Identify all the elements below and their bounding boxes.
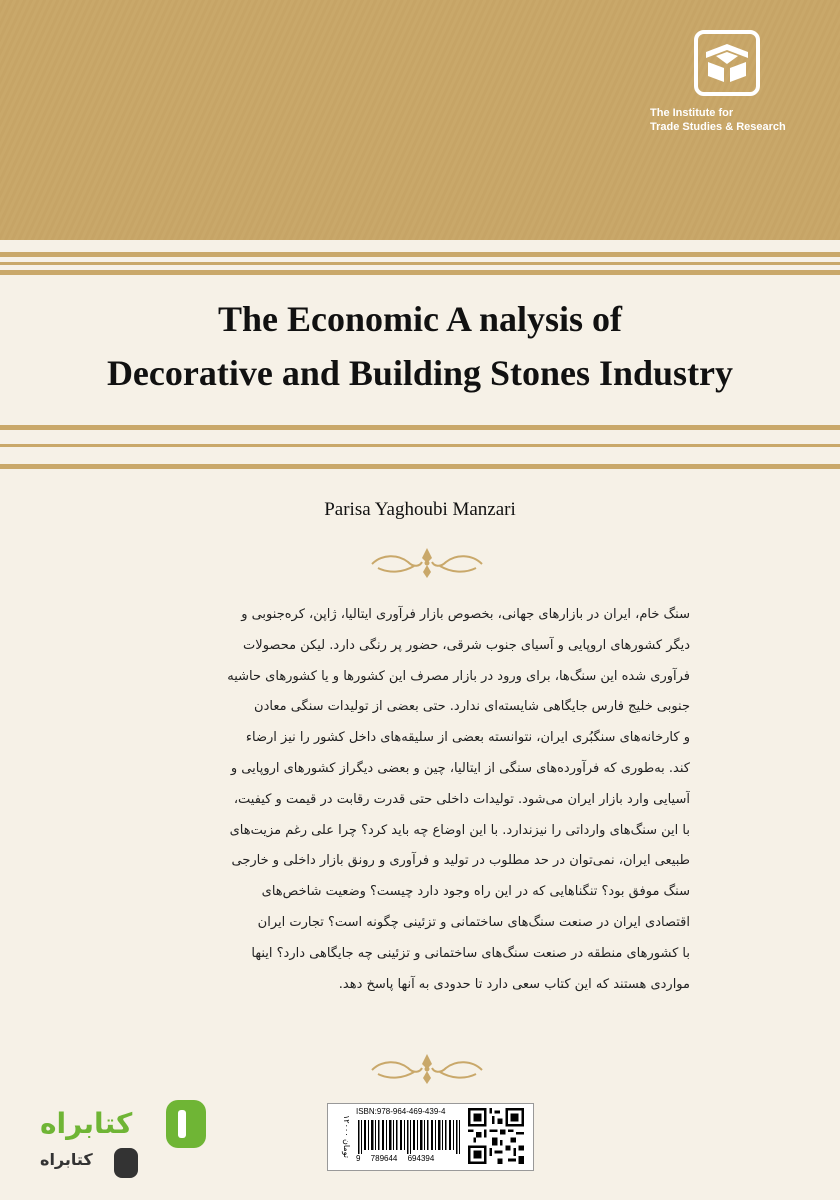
description-line: کند. به‌طوری که فرآورده‌های سنگی از ایتالیا، چین و بعضی دیگراز کشورهای اروپایی و — [230, 760, 690, 776]
book-title-line-1: The Economic A nalysis of — [217, 299, 623, 339]
divider-stripe — [0, 464, 840, 469]
description-line: فرآوری شده این سنگ‌ها، برای ورود در بازار مصرف این کشورها و یا کشورهای حاشیه — [227, 668, 690, 684]
ornament-icon — [368, 1052, 486, 1086]
description-line: دیگر کشورهای اروپایی و آسیای جنوب شرقی، حضور پر رنگی دارد. لیکن محصولات — [243, 637, 690, 653]
price-label: ۱۲۰۰۰ تومان — [342, 1114, 351, 1158]
description-line: با کشورهای منطقه در صنعت سنگ‌های ساختمانی و تزئینی چه جایگاهی دارد؟ اینها — [251, 945, 690, 961]
description-line: مواردی هستند که این کتاب سعی دارد تا حدودی به آنها پاسخ دهد. — [338, 976, 690, 992]
qr-code-icon — [468, 1108, 524, 1164]
ornament-icon — [368, 546, 486, 580]
book-title-line-2: Decorative and Building Stones Industry — [106, 353, 734, 393]
isbn-text: ISBN:978-964-469-439-4 — [356, 1107, 446, 1116]
description-line: سنگ موفق بود؟ تنگناهایی که در این راه وجود دارد چیست؟ وضعیت شاخص‌های — [261, 884, 690, 900]
divider-stripe — [0, 252, 840, 257]
divider-stripe — [0, 444, 840, 447]
description-line: و کارخانه‌های سنگبُری ایران، نتوانسته بعضی از سلیقه‌های داخل کشور را نیز ارضاء — [245, 730, 690, 746]
watermark-text: کتابراه — [40, 1107, 133, 1140]
barcode-icon — [356, 1120, 462, 1154]
institute-name — [650, 106, 820, 134]
author-name: Parisa Yaghoubi Manzari — [324, 499, 516, 520]
book-description — [150, 600, 690, 1000]
description-line: اقتصادی ایران در صنعت سنگ‌های ساختمانی و تزئینی چگونه است؟ تجارت ایران — [257, 914, 690, 930]
divider-stripe — [0, 425, 840, 430]
description-line: طبیعی ایران، نمی‌توان در حد مطلوب در تولید و فرآوری و رونق بازار داخلی و خارجی — [231, 853, 690, 869]
institute-line-2: Trade Studies & Research — [650, 121, 786, 133]
description-line: با این سنگ‌های وارداتی را نیزندارد. با این اوضاع چه باید کرد؟ چرا علی رغم مزیت‌های — [229, 822, 690, 838]
institute-logo-icon — [694, 30, 760, 96]
description-line: جنوبی خلیج فارس جایگاهی شایسته‌ای ندارد. حتی بعضی از تولیدات سنگی معادن — [254, 699, 690, 715]
divider-stripe — [0, 262, 840, 265]
description-line: آسیایی وارد بازار ایران می‌شود. تولیدات داخلی حتی قدرت رقابت در قیمت و کیفیت، — [233, 791, 690, 807]
watermark-text-small: کتابراه — [40, 1150, 93, 1169]
institute-line-1: The Institute for — [650, 107, 734, 119]
divider-stripe — [0, 270, 840, 275]
description-line: سنگ خام، ایران در بازارهای جهانی، بخصوص بازار فرآوری ایتالیا، ژاپن، کره‌جنوبی و — [241, 607, 690, 622]
barcode-digits: 9 789644 694394 — [356, 1154, 435, 1163]
